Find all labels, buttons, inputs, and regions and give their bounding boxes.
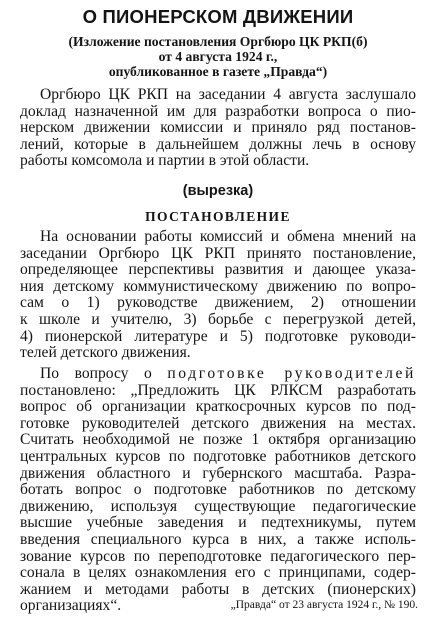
subtitle-line: опубликованное в газете „Правда“) bbox=[108, 63, 328, 79]
text-line bbox=[20, 366, 416, 383]
text-line: движения областного и губернского масштаба. Разра- bbox=[20, 464, 416, 482]
document-subtitle bbox=[0, 35, 436, 79]
text-line: заседании Оргбюро ЦК РКП принято постановление, bbox=[20, 244, 416, 262]
text-fragment: По вопросу о bbox=[40, 365, 168, 382]
text-line: сам о 1) руководстве движением, 2) отношении bbox=[20, 294, 416, 312]
text-line: определяющее перспективы развития и дающее указа- bbox=[20, 261, 416, 279]
text-line: работы комсомола и партии в этой области. bbox=[20, 152, 310, 170]
subtitle-line: (Изложение постановления Оргбюро ЦК РКП(б) bbox=[68, 34, 368, 49]
text-line: зование курсов по переподготовке педагогического пер- bbox=[20, 547, 416, 565]
text-line: готовке руководителей детского движения на местах. bbox=[20, 414, 416, 432]
resolution-paragraph-1 bbox=[20, 229, 416, 362]
text-line: жанием и методами работы в детских (пионерских) bbox=[20, 580, 416, 598]
source-citation: „Правда“ от 23 августа 1924 г., № 190. bbox=[230, 599, 418, 611]
text-line: центральных курсов по подготовке работников детского bbox=[20, 447, 416, 465]
text-line: высшие учебные заведения и педтехникумы, путем bbox=[20, 514, 416, 532]
text-line: организациях“. bbox=[20, 597, 122, 615]
emphasized-text: подготовке руководителей bbox=[167, 365, 416, 382]
section-heading: ПОСТАНОВЛЕНИЕ bbox=[145, 209, 291, 224]
text-line: Считать необходимой не позже 1 октября организацию bbox=[20, 431, 416, 449]
text-line: постановлено: „Предложить ЦК РЛКСМ разработать bbox=[20, 381, 416, 399]
text-line: лений, которые в дальнейшем должны лечь в основу bbox=[20, 135, 416, 153]
text-line: доклад назначенной им для разработки вопроса о пио- bbox=[20, 102, 416, 120]
text-line: ботать вопрос о подготовке работников по детскому bbox=[20, 481, 416, 499]
text-line: 4) пионерской литературе и 5) подготовке руководи- bbox=[20, 327, 416, 345]
resolution-paragraph-2 bbox=[20, 366, 416, 615]
text-line: Оргбюро ЦК РКП на заседании 4 августа заслушало bbox=[40, 86, 416, 103]
text-line: вопрос об организации краткосрочных курсов по под- bbox=[20, 398, 416, 416]
text-line: к школе и учителю, 3) борьбе с перегрузкой детей, bbox=[20, 310, 416, 328]
text-line: сонала в целях ознакомления его с принципами, содер- bbox=[20, 564, 416, 582]
text-line: На основании работы комиссий и обмена мнений на bbox=[40, 228, 416, 245]
excerpt-label: (вырезка) bbox=[182, 183, 254, 199]
text-line: нерском движении комиссии и приняло ряд постанов- bbox=[20, 119, 416, 137]
text-line: движению, используя существующие педагогические bbox=[20, 497, 416, 515]
text-line: телей детского движения. bbox=[20, 344, 191, 362]
subtitle-line: от 4 августа 1924 г., bbox=[158, 48, 278, 64]
intro-paragraph bbox=[20, 87, 416, 170]
text-line: ния детскому коммунистическому движению по вопро- bbox=[20, 277, 416, 295]
text-line: введения специального курса в них, а также исполь- bbox=[20, 530, 416, 548]
document-title: О ПИОНЕРСКОМ ДВИЖЕНИИ bbox=[82, 6, 354, 27]
